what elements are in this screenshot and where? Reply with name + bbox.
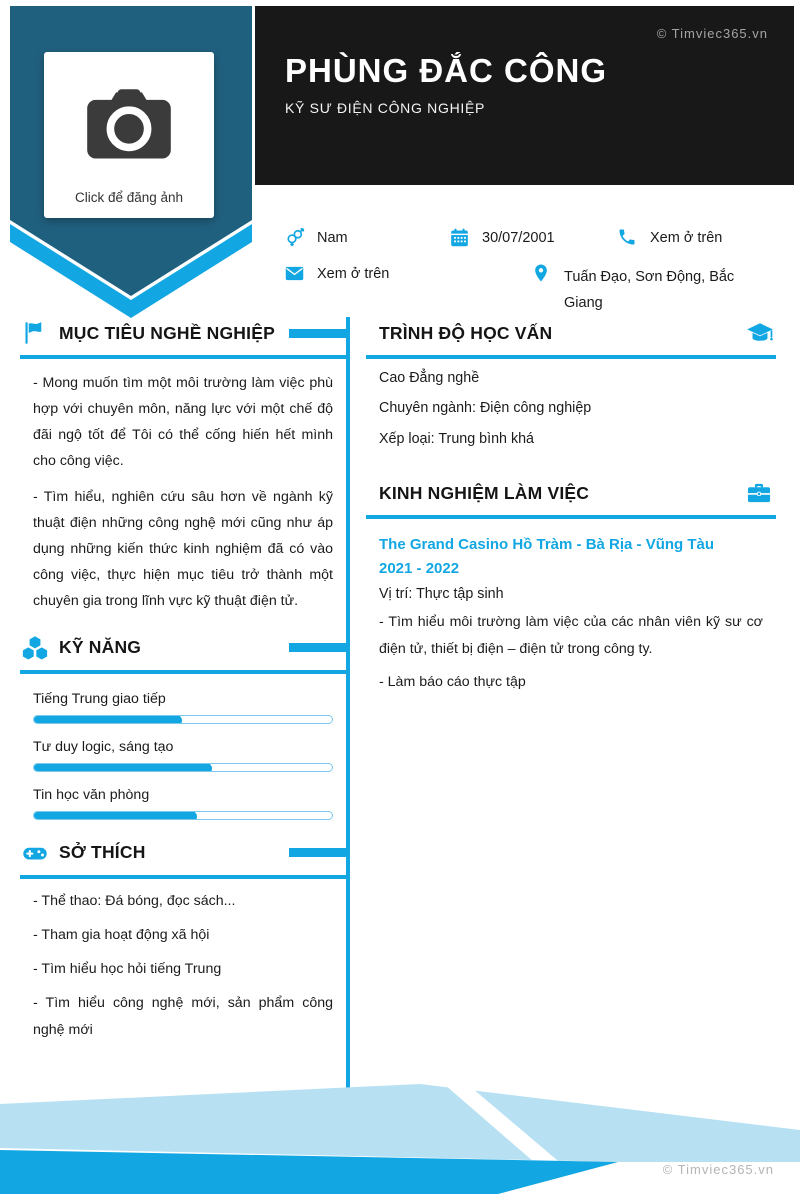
calendar-icon xyxy=(449,227,470,248)
skill-progress-fill xyxy=(33,811,197,820)
email-value: Xem ở trên xyxy=(317,266,390,282)
experience-title: KINH NGHIỆM LÀM VIỆC xyxy=(379,482,590,503)
header-accent-bar xyxy=(289,643,346,652)
camera-icon xyxy=(83,52,175,190)
gender-icon xyxy=(284,227,305,248)
objective-body xyxy=(20,359,346,615)
hobbies-body xyxy=(20,879,346,1044)
skill-label: Tư duy logic, sáng tạo xyxy=(33,738,174,755)
skill-progress-track xyxy=(33,715,333,724)
skill-item xyxy=(33,739,333,772)
hobby-item: - Tìm hiểu học hỏi tiếng Trung xyxy=(33,960,222,977)
skill-progress-fill xyxy=(33,715,182,724)
contact-email xyxy=(284,264,389,285)
hobby-item: - Tìm hiểu công nghệ mới, sản phẩm công nghệ mới xyxy=(33,994,333,1038)
education-header xyxy=(366,316,776,350)
header-band xyxy=(255,6,794,185)
skill-item xyxy=(33,787,333,820)
envelope-icon xyxy=(284,263,305,284)
education-line: Cao Đẳng nghề xyxy=(379,370,480,386)
skill-label: Tin học văn phòng xyxy=(33,786,150,803)
briefcase-icon xyxy=(746,480,772,506)
objective-title: MỤC TIÊU NGHỀ NGHIỆP xyxy=(59,322,275,343)
gender-value: Nam xyxy=(317,230,348,246)
experience-company: The Grand Casino Hồ Tràm - Bà Rịa - Vũng Tàu xyxy=(379,536,715,554)
job-title: KỸ SƯ ĐIỆN CÔNG NGHIỆP xyxy=(285,100,486,116)
skill-progress-track xyxy=(33,763,333,772)
contact-address xyxy=(531,264,742,316)
skills-title: KỸ NĂNG xyxy=(59,637,142,658)
objective-header xyxy=(20,316,346,350)
candidate-name: PHÙNG ĐẮC CÔNG xyxy=(285,52,608,89)
section-objective xyxy=(20,316,346,615)
experience-details xyxy=(379,609,763,695)
experience-detail: - Tìm hiểu môi trường làm việc của các nhân viên kỹ sư cơ điện tử, thiết bị điện – điện tử trong công ty. xyxy=(379,614,763,657)
objective-paragraph: - Tìm hiểu, nghiên cứu sâu hơn về ngành kỹ thuật điện những công nghệ mới cũng như áp dụng những kiến thức kinh nghiệm đã có vào công việc, thực hiện mục tiêu trở thành một chuyên gia trong lĩnh vực kỹ thuật điện tử. xyxy=(33,488,333,609)
skill-progress-fill xyxy=(33,763,212,772)
header-accent-bar xyxy=(289,329,346,338)
watermark-bottom: © Timviec365.vn xyxy=(662,1162,774,1177)
skill-progress-track xyxy=(33,811,333,820)
hobby-item: - Tham gia hoạt động xã hội xyxy=(33,926,210,943)
skill-item xyxy=(33,691,333,724)
contact-gender xyxy=(284,228,348,249)
section-education xyxy=(366,316,776,452)
photo-upload[interactable] xyxy=(44,52,214,218)
hobbies-header xyxy=(20,836,346,870)
address-value: Tuấn Đạo, Sơn Động, Bắc Giang xyxy=(564,269,735,312)
gamepad-icon xyxy=(22,840,48,866)
phone-value: Xem ở trên xyxy=(650,230,723,246)
photo-banner xyxy=(10,6,252,322)
section-hobbies xyxy=(20,836,346,1044)
skills-header xyxy=(20,631,346,665)
education-title: TRÌNH ĐỘ HỌC VẤN xyxy=(379,322,553,343)
graduation-cap-icon xyxy=(746,320,772,346)
dob-value: 30/07/2001 xyxy=(482,230,555,246)
education-body xyxy=(366,359,776,452)
experience-detail: - Làm báo cáo thực tập xyxy=(379,673,526,690)
skill-label: Tiếng Trung giao tiếp xyxy=(33,690,166,707)
contact-info xyxy=(270,222,794,318)
experience-period: 2021 - 2022 xyxy=(379,560,460,578)
left-column xyxy=(20,316,346,1044)
watermark-top: © Timviec365.vn xyxy=(656,26,768,41)
section-skills xyxy=(20,631,346,820)
column-divider xyxy=(346,317,350,1088)
right-column xyxy=(366,316,776,695)
experience-position: Vị trí: Thực tập sinh xyxy=(379,586,504,603)
skills-body xyxy=(20,674,346,820)
flag-icon xyxy=(22,320,48,346)
contact-phone xyxy=(617,228,722,249)
hobbies-title: SỞ THÍCH xyxy=(59,842,146,863)
education-line: Xếp loại: Trung bình khá xyxy=(379,430,534,447)
hobby-item: - Thể thao: Đá bóng, đọc sách... xyxy=(33,892,236,909)
location-pin-icon xyxy=(531,263,552,284)
education-line: Chuyên ngành: Điện công nghiệp xyxy=(379,400,592,417)
section-experience xyxy=(366,476,776,695)
header-accent-bar xyxy=(289,848,346,857)
cubes-icon xyxy=(22,635,48,661)
contact-dob xyxy=(449,228,555,249)
phone-icon xyxy=(617,227,638,248)
photo-upload-label: Click để đăng ảnh xyxy=(74,190,184,205)
experience-body xyxy=(366,519,776,695)
objective-paragraph: - Mong muốn tìm một môi trường làm việc phù hợp với chuyên môn, năng lực với một chế độ đãi ngộ tốt để Tôi có thể cống hiến hết mình cho công việc. xyxy=(33,375,333,469)
experience-header xyxy=(366,476,776,510)
